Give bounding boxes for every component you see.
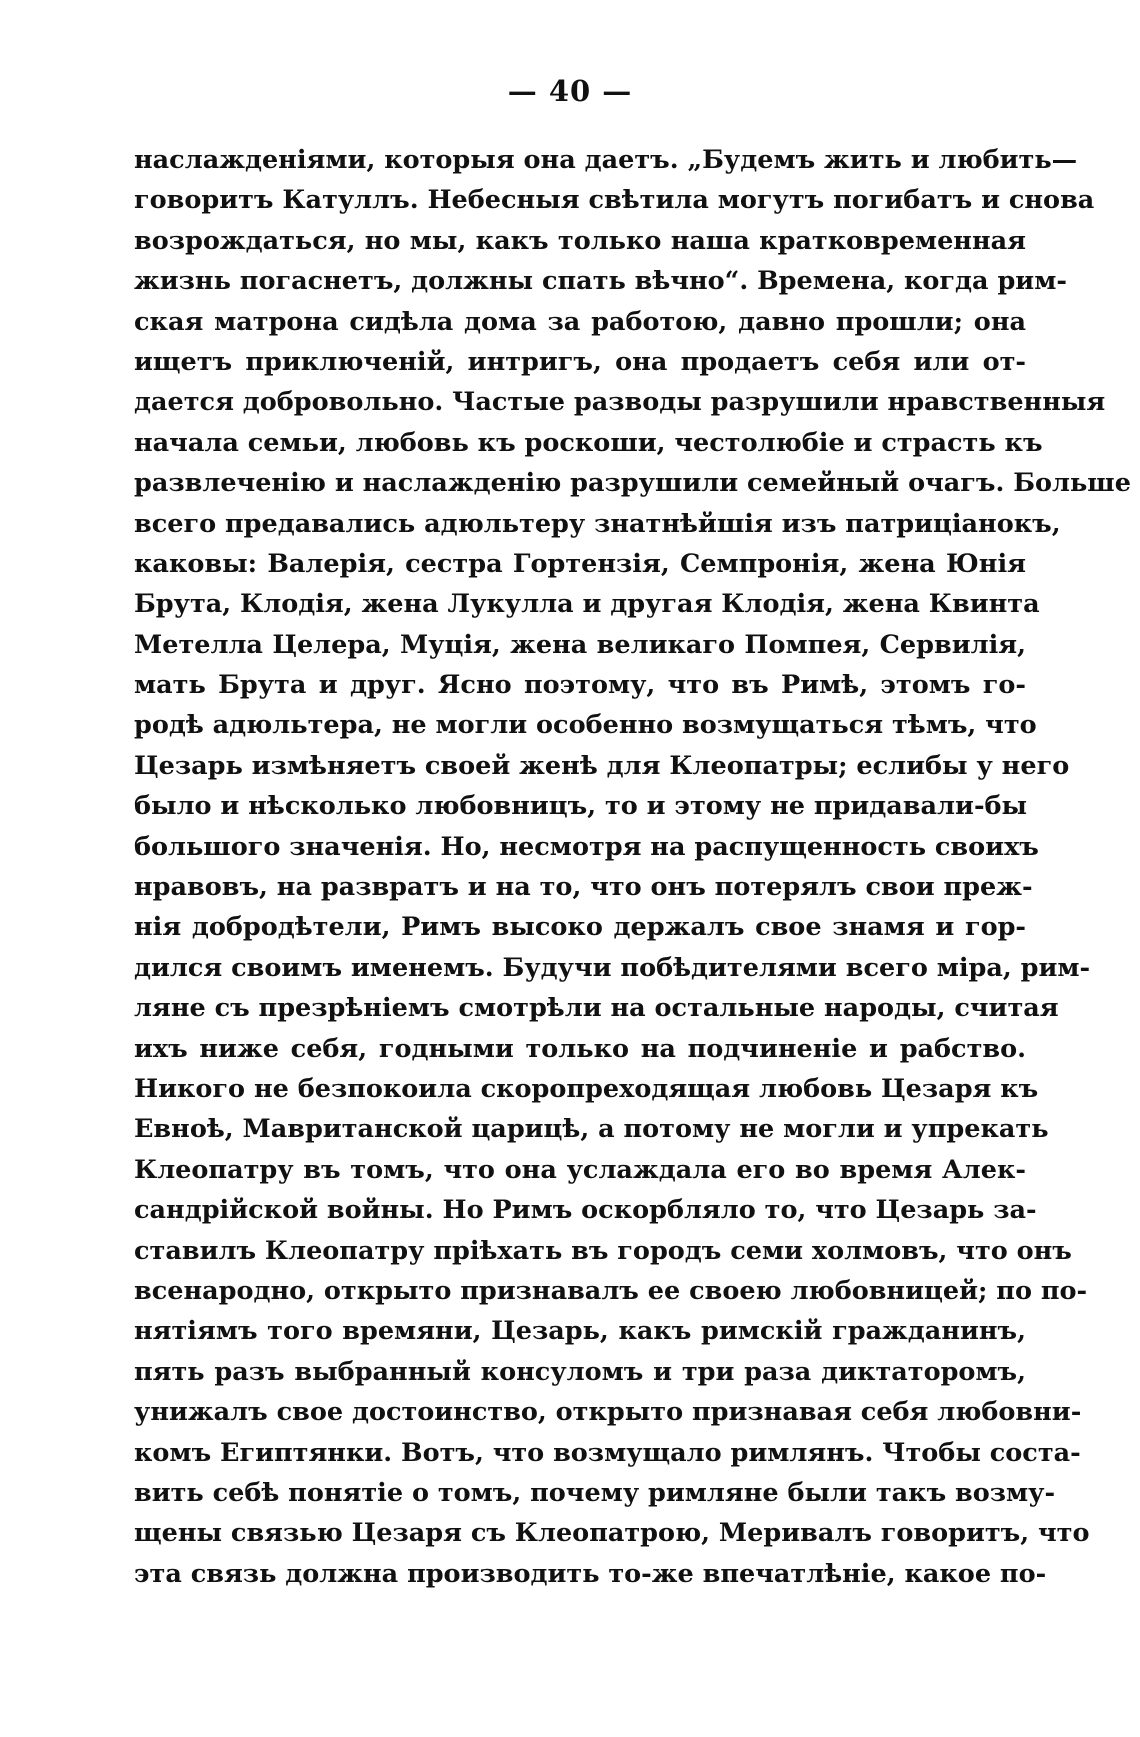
text-line: Никого не безпокоила скоропреходящая любовь Цезаря къ: [134, 1073, 1039, 1104]
text-line: ляне съ презрѣніемъ смотрѣли на остальные народы, считая: [134, 993, 1059, 1024]
text-line: вить себѣ понятіе о томъ, почему римляне были такъ возму-: [134, 1477, 1056, 1508]
text-line: ставилъ Клеопатру пріѣхать въ городъ семи холмовъ, что онъ: [134, 1235, 1072, 1266]
text-line: нія добродѣтели, Римъ высоко держалъ свое знамя и гор-: [134, 912, 1026, 943]
text-line: унижалъ свое достоинство, открыто признавая себя любовни-: [134, 1397, 1082, 1428]
page-number: — 40 —: [507, 74, 633, 108]
text-line: пять разъ выбранный консуломъ и три раза диктаторомъ,: [134, 1356, 1026, 1387]
text-line: комъ Египтянки. Вотъ, что возмущало римлянъ. Чтобы соста-: [134, 1437, 1081, 1468]
text-line: Евноѣ, Мавританской царицѣ, а потому не могли и упрекать: [134, 1114, 1049, 1145]
text-line: жизнь погаснетъ, должны спать вѣчно“. Времена, когда рим-: [134, 266, 1067, 297]
text-line: возрождаться, но мы, какъ только наша кратковременная: [134, 225, 1026, 256]
text-line: Цезарь измѣняетъ своей женѣ для Клеопатры; еслибы у него: [134, 750, 1070, 781]
text-line: дился своимъ именемъ. Будучи побѣдителями всего міра, рим-: [134, 952, 1091, 983]
text-line: начала семьи, любовь къ роскоши, честолюбіе и страсть къ: [134, 427, 1043, 458]
text-line: Метелла Целера, Муція, жена великаго Помпея, Сервилія,: [134, 629, 1026, 660]
text-line: нравовъ, на развратъ и на то, что онъ потерялъ свои преж-: [134, 872, 1033, 903]
text-line: родѣ адюльтера, не могли особенно возмущаться тѣмъ, что: [134, 710, 1037, 741]
body-text: [134, 140, 1131, 1594]
text-line: наслажденіями, которыя она даетъ. „Будемъ жить и любить—: [134, 145, 1078, 175]
text-line: ихъ ниже себя, годными только на подчиненіе и рабство.: [134, 1033, 1026, 1064]
text-line: всего предавались адюльтеру знатнѣйшія изъ патриціанокъ,: [134, 508, 1061, 539]
text-line: ищетъ приключеній, интригъ, она продаетъ себя или от-: [134, 346, 1026, 377]
text-line: Клеопатру въ томъ, что она услаждала его во время Алек-: [134, 1154, 1026, 1185]
text-line: ская матрона сидѣла дома за работою, давно прошли; она: [134, 306, 1026, 337]
text-line: большого значенія. Но, несмотря на распущенность своихъ: [134, 831, 1039, 862]
text-line: всенародно, открыто признавалъ ее своею любовницей; по по-: [134, 1275, 1088, 1306]
text-line: сандрійской войны. Но Римъ оскорбляло то, что Цезарь за-: [134, 1195, 1037, 1226]
text-line: дается добровольно. Частые разводы разрушили нравственныя: [134, 387, 1106, 418]
text-line: нятіямъ того времяни, Цезарь, какъ римскій гражданинъ,: [134, 1316, 1026, 1347]
text-line: каковы: Валерія, сестра Гортензія, Семпронія, жена Юнія: [134, 548, 1026, 579]
text-line: развлеченію и наслажденію разрушили семейный очагъ. Больше: [134, 468, 1131, 499]
text-line: говоритъ Катуллъ. Небесныя свѣтила могутъ погибатъ и снова: [134, 185, 1095, 216]
text-line: эта связь должна производить то-же впечатлѣніе, какое по-: [134, 1558, 1047, 1589]
text-line: Брута, Клодія, жена Лукулла и другая Клодія, жена Квинта: [134, 589, 1040, 620]
text-line: щены связью Цезаря съ Клеопатрою, Меривалъ говоритъ, что: [134, 1518, 1090, 1549]
text-line: было и нѣсколько любовницъ, то и этому не придавали-бы: [134, 791, 1028, 822]
text-line: мать Брута и друг. Ясно поэтому, что въ Римѣ, этомъ го-: [134, 670, 1026, 701]
